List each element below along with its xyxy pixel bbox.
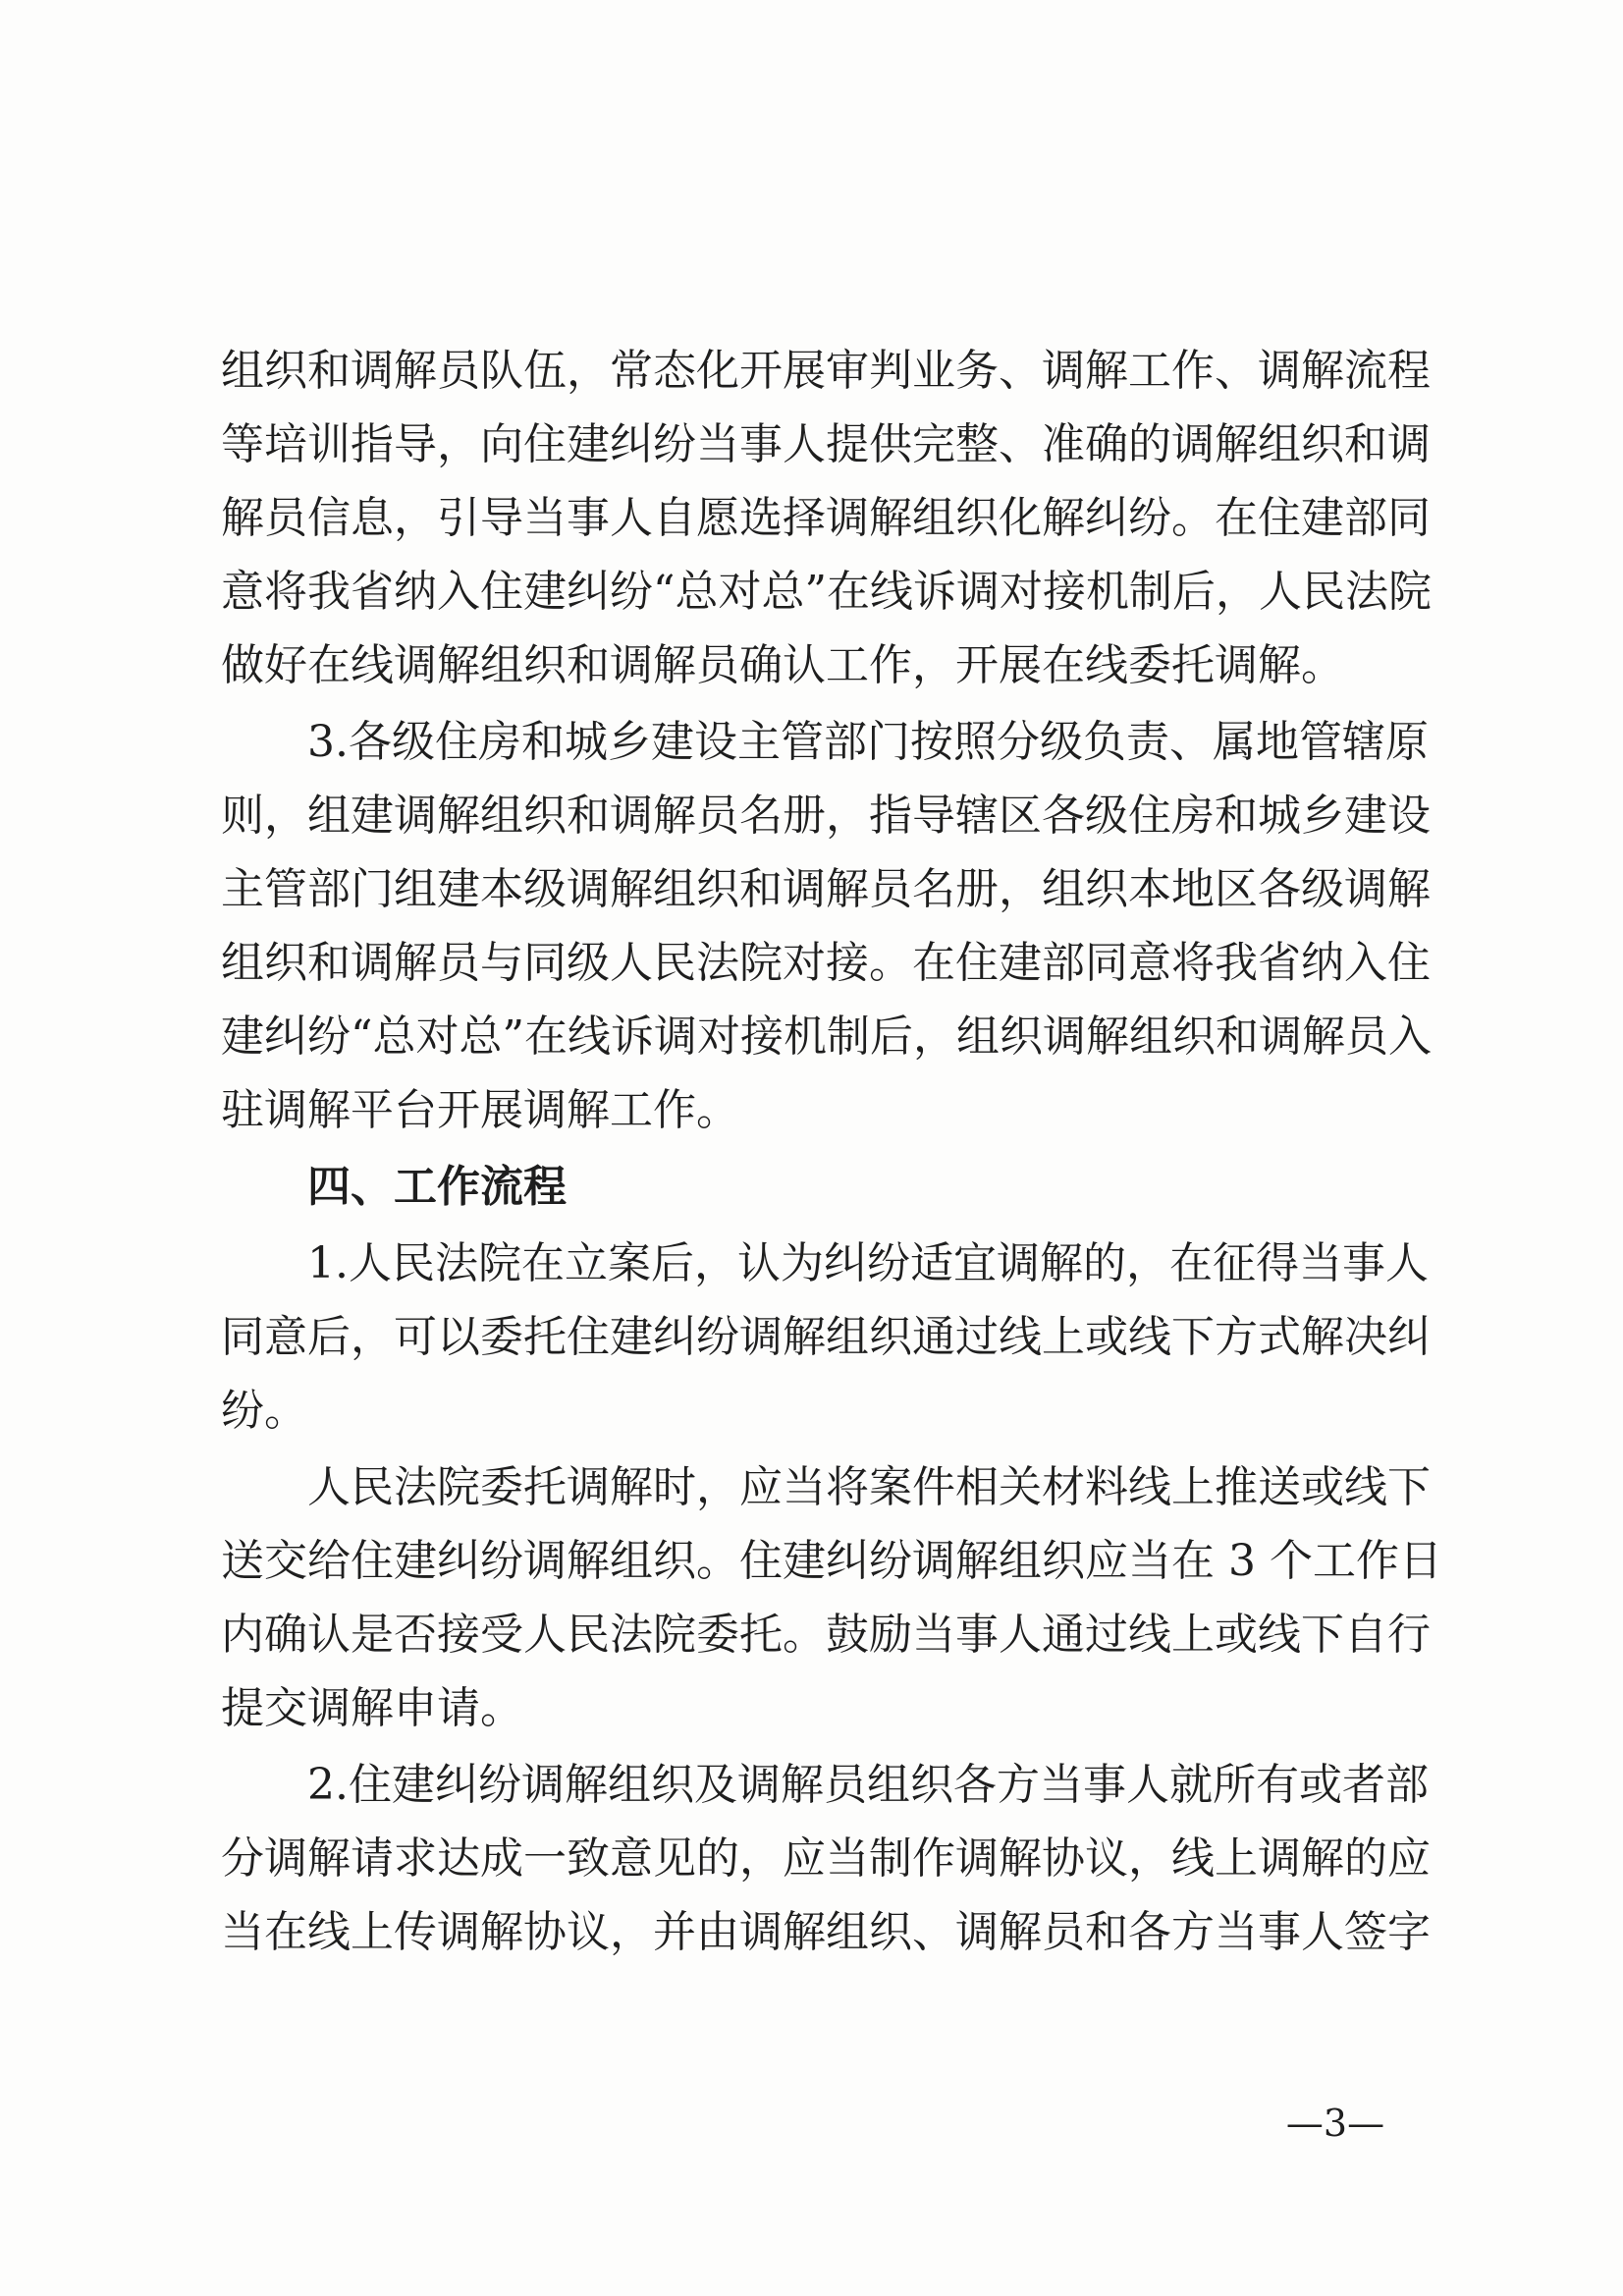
paragraph-line: 纷。 xyxy=(221,1386,307,1436)
paragraph-line: 组织和调解员与同级人民法院对接。在住建部同意将我省纳入住 xyxy=(221,938,1431,988)
paragraph-line: 组织和调解员队伍，常态化开展审判业务、调解工作、调解流程 xyxy=(221,346,1431,396)
document-body xyxy=(221,334,1442,1969)
section-heading: 四、工作流程 xyxy=(307,1162,567,1212)
paragraph-line: 则，组建调解组织和调解员名册，指导辖区各级住房和城乡建设 xyxy=(221,791,1431,841)
paragraph-line: 驻调解平台开展调解工作。 xyxy=(221,1085,739,1135)
paragraph-line: 做好在线调解组织和调解员确认工作，开展在线委托调解。 xyxy=(221,640,1344,690)
paragraph-line: 同意后，可以委托住建纠纷调解组织通过线上或线下方式解决纠 xyxy=(221,1312,1431,1362)
paragraph-line: 人民法院委托调解时，应当将案件相关材料线上推送或线下 xyxy=(307,1462,1431,1512)
paragraph-line: 1.人民法院在立案后，认为纠纷适宜调解的，在征得当事人 xyxy=(307,1238,1429,1288)
paragraph-line: 提交调解申请。 xyxy=(221,1683,523,1733)
paragraph-line: 内确认是否接受人民法院委托。鼓励当事人通过线上或线下自行 xyxy=(221,1610,1431,1660)
paragraph-line: 分调解请求达成一致意见的，应当制作调解协议，线上调解的应 xyxy=(221,1833,1431,1884)
paragraph-line: 解员信息，引导当事人自愿选择调解组织化解纠纷。在住建部同 xyxy=(221,493,1431,543)
paragraph-line: 意将我省纳入住建纠纷“总对总”在线诉调对接机制后，人民法院 xyxy=(221,567,1432,617)
paragraph-line: 建纠纷“总对总”在线诉调对接机制后，组织调解组织和调解员入 xyxy=(221,1011,1432,1062)
page-number: —3— xyxy=(1285,2102,1385,2145)
paragraph-line: 等培训指导，向住建纠纷当事人提供完整、准确的调解组织和调 xyxy=(221,419,1431,469)
paragraph-line: 3.各级住房和城乡建设主管部门按照分级负责、属地管辖原 xyxy=(307,717,1429,767)
paragraph-line: 2.住建纠纷调解组织及调解员组织各方当事人就所有或者部 xyxy=(307,1760,1429,1810)
paragraph-line: 主管部门组建本级调解组织和调解员名册，组织本地区各级调解 xyxy=(221,864,1431,914)
paragraph-line: 当在线上传调解协议，并由调解组织、调解员和各方当事人签字 xyxy=(221,1907,1431,1957)
paragraph-line: 送交给住建纠纷调解组织。住建纠纷调解组织应当在 3 个工作日 xyxy=(221,1536,1442,1586)
